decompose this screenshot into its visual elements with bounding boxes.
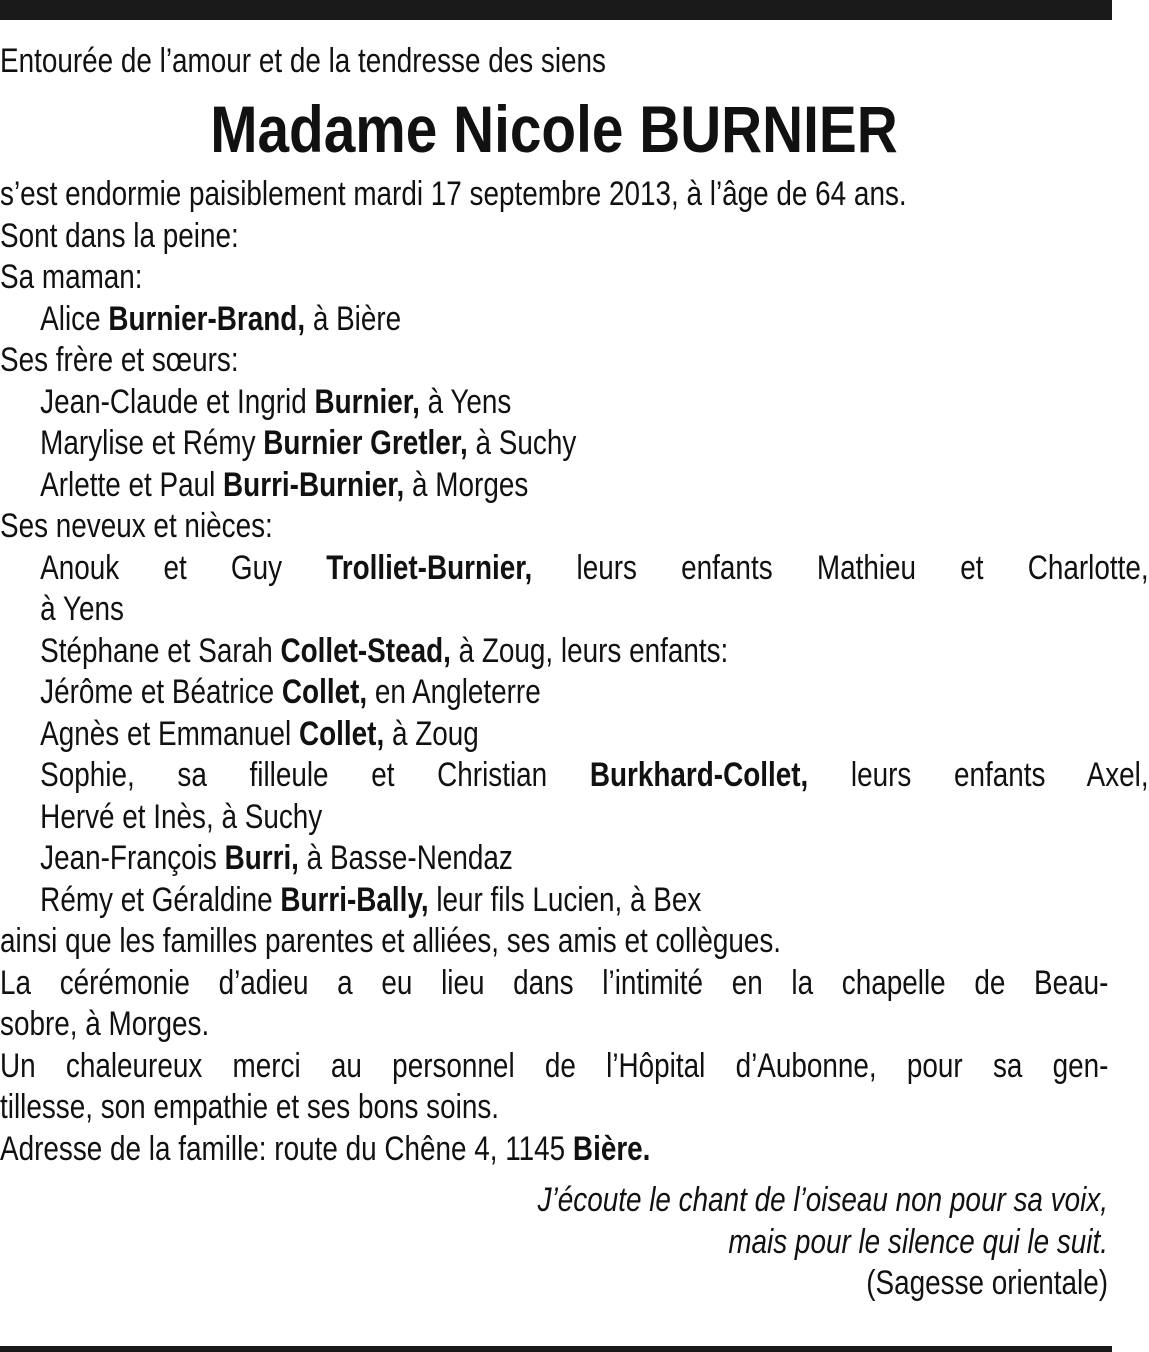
ceremony-line-continued: sobre, à Morges. <box>0 1005 210 1043</box>
nephew-family-name: Collet, <box>298 714 385 753</box>
bottom-border-rule <box>0 1346 1112 1352</box>
nephews-heading: Ses neveux et nièces: <box>0 507 273 545</box>
sibling-first-names: Jean-Claude et Ingrid <box>40 382 315 421</box>
nephew-family-name: Burri-Bally, <box>280 880 429 919</box>
nephew-family-name: Burri, <box>224 839 299 877</box>
deceased-name: Madame Nicole BURNIER <box>210 92 898 166</box>
quote-line: mais pour le silence qui le suit. <box>728 1222 1108 1261</box>
sibling-family-name: Burri-Burnier, <box>223 465 405 504</box>
sibling-first-names: Marylise et Rémy <box>40 424 264 462</box>
sibling-place: à Suchy <box>467 424 577 462</box>
death-line: s’est endormie paisiblement mardi 17 septembre 2013, à l’âge de 64 ans. <box>0 175 907 213</box>
nephew-details: à Zoug, leurs enfants: <box>450 631 729 670</box>
nephew-details: en Angleterre <box>367 673 541 711</box>
nephew-entry-continued: Hervé et Inès, à Suchy <box>40 797 323 836</box>
quote-source: (Sagesse orientale) <box>866 1264 1108 1302</box>
mother-place: à Bière <box>305 299 402 338</box>
sibling-place: à Yens <box>419 382 512 421</box>
nephew-first-names: Stéphane et Sarah <box>40 631 281 670</box>
nephew-entry <box>0 548 1149 590</box>
ceremony-line: La cérémonie d’adieu a eu lieu dans l’intimité en la chapelle de Beau- <box>0 963 1109 1002</box>
nephew-details: leurs enfants Mathieu et Charlotte, <box>532 548 1149 587</box>
closing-quote <box>0 1180 1108 1305</box>
sibling-first-names: Arlette et Paul <box>40 465 224 504</box>
thanks-line: Un chaleureux merci au personnel de l’Hôpital d’Aubonne, pour sa gen- <box>0 1046 1109 1085</box>
nephew-first-names: Agnès et Emmanuel <box>40 714 299 753</box>
sibling-entry <box>0 423 1149 465</box>
nephew-family-name: Burkhard-Collet, <box>589 756 809 794</box>
nephew-first-names: Anouk et Guy <box>40 548 327 587</box>
nephew-entry <box>0 880 1149 922</box>
families-line: ainsi que les familles parentes et alliées, ses amis et collègues. <box>0 922 782 960</box>
address-town: Bière. <box>572 1129 651 1168</box>
obituary-notice <box>0 38 1149 1305</box>
nephew-details: à Zoug <box>384 714 479 753</box>
sibling-family-name: Burnier Gretler, <box>263 424 468 462</box>
sibling-place: à Morges <box>404 465 529 504</box>
mother-heading: Sa maman: <box>0 258 143 296</box>
nephew-first-names: Sophie, sa filleule et Christian <box>40 756 590 794</box>
sibling-family-name: Burnier, <box>314 382 420 421</box>
nephew-entry-continued: à Yens <box>40 590 124 628</box>
quote-line: J’écoute le chant de l’oiseau non pour sa voix, <box>537 1181 1108 1219</box>
nephew-entry <box>0 631 1149 673</box>
nephew-details: à Basse-Nendaz <box>298 839 513 877</box>
nephew-first-names: Jean-François <box>40 839 225 877</box>
nephew-details: leur fils Lucien, à Bex <box>428 880 702 919</box>
nephew-entry <box>0 714 1149 756</box>
nephew-family-name: Collet, <box>281 673 368 711</box>
siblings-heading: Ses frère et sœurs: <box>0 341 239 379</box>
nephew-first-names: Rémy et Géraldine <box>40 880 281 919</box>
nephew-entry <box>0 755 1149 797</box>
family-address <box>0 1129 1108 1171</box>
intro-line: Entourée de l’amour et de la tendresse des siens <box>0 42 606 80</box>
mother-entry <box>0 299 1149 341</box>
mourners-heading: Sont dans la peine: <box>0 216 239 255</box>
sibling-entry <box>0 382 1149 424</box>
nephew-entry <box>0 838 1149 880</box>
top-border-rule <box>0 0 1112 20</box>
address-label: Adresse de la famille: route du Chêne 4, 1145 <box>0 1129 573 1168</box>
nephew-family-name: Trolliet-Burnier, <box>326 548 533 587</box>
nephew-first-names: Jérôme et Béatrice <box>40 673 282 711</box>
nephew-details: leurs enfants Axel, <box>808 756 1149 794</box>
nephew-family-name: Collet-Stead, <box>280 631 451 670</box>
mother-first-name: Alice <box>40 299 109 338</box>
nephew-entry <box>0 672 1149 714</box>
sibling-entry <box>0 465 1149 507</box>
thanks-line-continued: tillesse, son empathie et ses bons soins. <box>0 1088 500 1126</box>
mother-family-name: Burnier-Brand, <box>108 299 306 338</box>
